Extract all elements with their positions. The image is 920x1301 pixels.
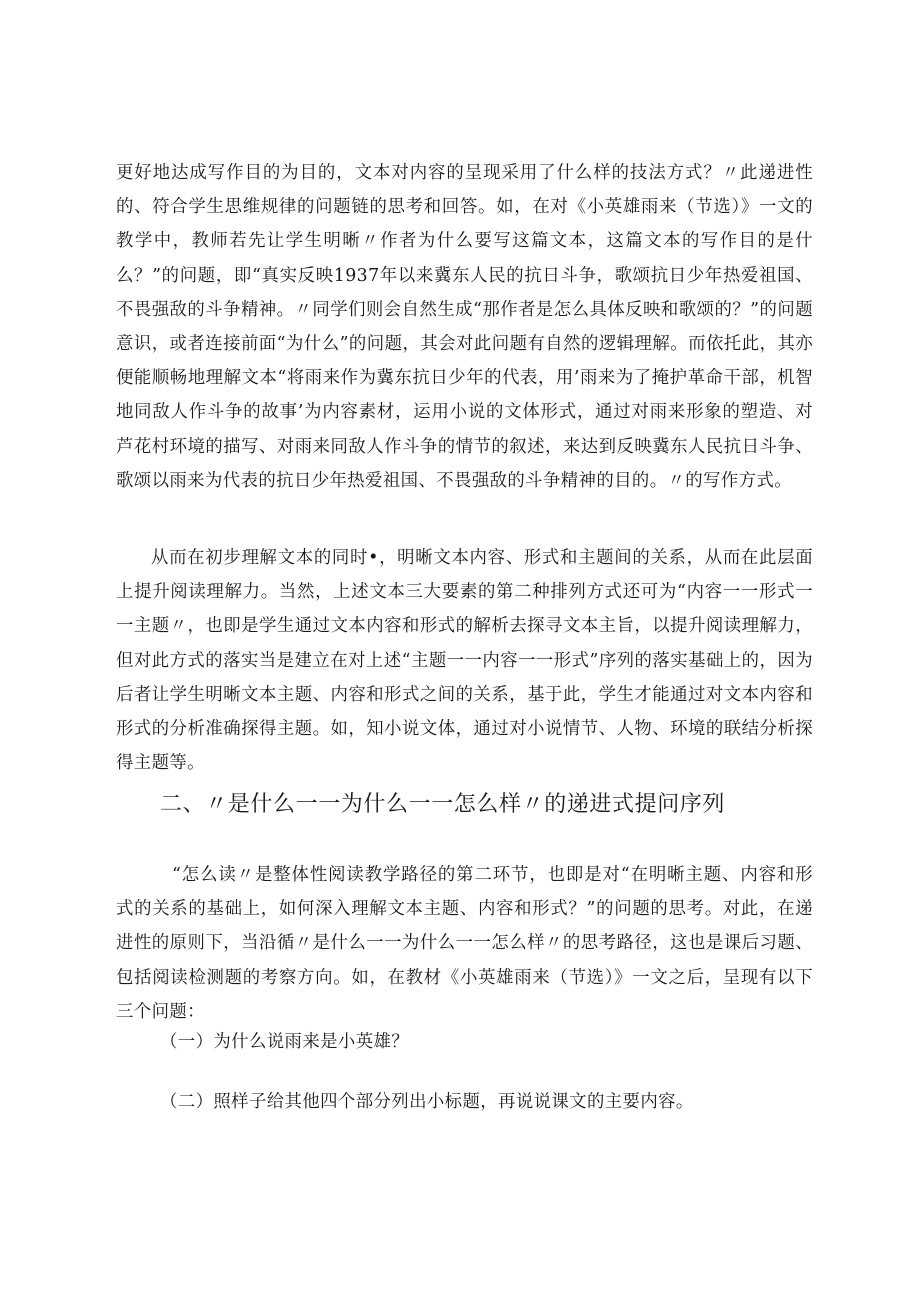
section-heading: 二、〃是什么一一为什么一一怎么样〃的递进式提问序列: [160, 792, 726, 817]
question-item-1: （一）为什么说雨来是小英雄？: [160, 1032, 410, 1052]
body-paragraph-2: 从而在初步理解文本的同时•，明晰文本内容、形式和主题间的关系，从而在此层面上提升阅读理解力。当然，上述文本三大要素的第二种排列方式还可为“内容一一形式一一主题〃，也即是学生通过文本内容和形式的解析去探寻文本主旨，以提升阅读理解力，但对此方式的落实当是建立在对上述“主题一一内容一一形式”序列的落实基础上的，因为后者让学生明晰文本主题、内容和形式之间的关系，基于此，学生才能通过对文本内容和形式的分析准确探得主题。如，知小说文体，通过对小说情节、人物、环境的联结分析探得主题等。: [116, 548, 813, 774]
question-item-2: （二）照样子给其他四个部分列出小标题，再说说课文的主要内容。: [160, 1092, 694, 1112]
body-paragraph-1: 更好地达成写作目的为目的，文本对内容的呈现采用了什么样的技法方式？〃此递进性的、符合学生思维规律的问题链的思考和回答。如，在对《小英雄雨来（节选）》一文的教学中，教师若先让学生明晰〃作者为什么要写这篇文本，这篇文本的写作目的是什么？”的问题，即“真实反映1937年以来冀东人民的抗日斗争，歌颂抗日少年热爱祖国、不畏强敌的斗争精神。〃同学们则会自然生成“那作者是怎么具体反映和歌颂的？”的问题意识，或者连接前面“为什么”的问题，其会对此问题有自然的逻辑理解。而依托此，其亦便能顺畅地理解文本“将雨来作为冀东抗日少年的代表，用’雨来为了掩护革命干部，机智地同敌人作斗争的故事’为内容素材，运用小说的文体形式，通过对雨来形象的塑造、对芦花村环境的描写、对雨来同敌人作斗争的情节的叙述，来达到反映冀东人民抗日斗争、歌颂以雨来为代表的抗日少年热爱祖国、不畏强敌的斗争精神的目的。〃的写作方式。: [116, 163, 813, 491]
section-paragraph: “怎么读〃是整体性阅读教学路径的第二环节，也即是对“在明晰主题、内容和形式的关系的基础上，如何深入理解文本主题、内容和形式？”的问题的思考。对此，在递进性的原则下，当沿循〃是什么一一为什么一一怎么样〃的思考路径，这也是课后习题、包括阅读检测题的考察方向。如，在教材《小英雄雨来（节选）》一文之后，呈现有以下三个问题：: [116, 865, 813, 1022]
